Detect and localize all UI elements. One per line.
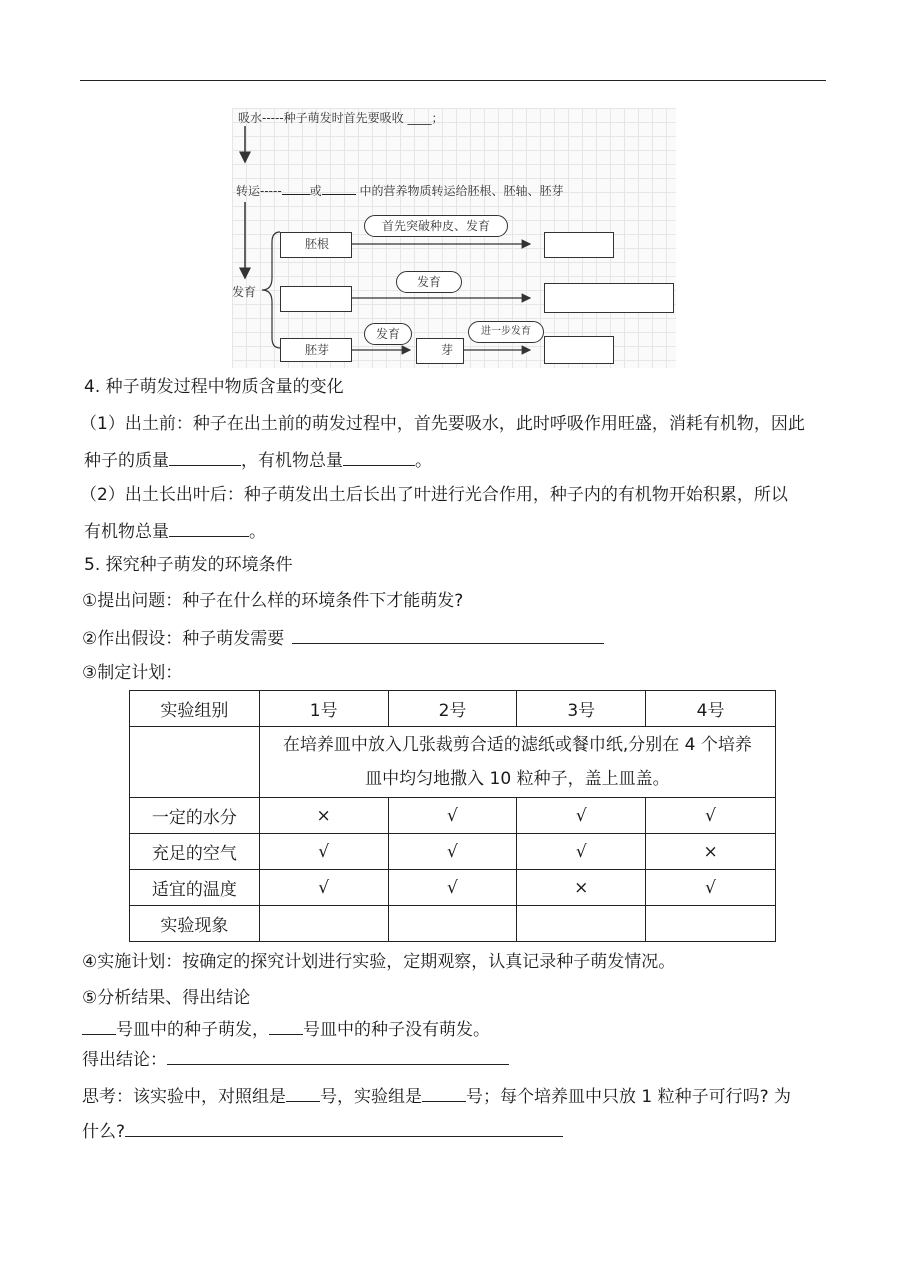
not-germinated-blank [269,1016,303,1035]
hypothesis-label: ②作出假设：种子萌发需要 [82,629,285,649]
table-cell: √ [646,798,776,834]
think-b: 号，实验组是 [320,1087,422,1107]
p1-organic-label: ，有机物总量 [241,451,343,471]
think-c: 号；每个培养皿中只放 1 粒种子可行吗? 为 [466,1087,792,1107]
experimental-blank [422,1083,466,1102]
table-cell: √ [517,798,646,834]
p2-organic-label: 有机物总量 [84,522,169,542]
header-cell: 1号 [259,691,388,727]
table-cell [259,906,388,942]
organic-blank-2 [169,518,249,537]
hypothesis-blank [292,625,604,644]
table-cell: × [517,870,646,906]
result-line [82,1016,490,1042]
middle-result-box [544,283,674,313]
result-b: 号皿中的种子没有萌发。 [303,1020,490,1040]
result-a: 号皿中的种子萌发， [116,1020,269,1040]
table-row [130,870,776,906]
step-hypothesis [82,625,604,651]
germinated-blank [82,1016,116,1035]
conclusion-line [82,1046,509,1072]
section4-p1-line1: （1）出土前：种子在出土前的萌发过程中，首先要吸水，此时呼吸作用旺盛，消耗有机物，因此 [80,414,805,434]
table-row [130,798,776,834]
row-label: 一定的水分 [130,798,260,834]
conclusion-label: 得出结论： [82,1050,167,1070]
table-cell: √ [388,798,517,834]
bud-result-box [544,336,614,364]
table-cell [646,906,776,942]
transfer-line [236,182,564,199]
further-pill: 进一步发育 [468,321,544,343]
develop-label: 发育 [232,285,257,299]
transfer-prefix: 转运----- [236,184,282,198]
section4-p2-line1: （2）出土长出叶后：种子萌发出土后长出了叶进行光合作用，种子内的有机物开始积累，所以 [80,485,788,505]
step-analyze: ⑤分析结果、得出结论 [82,988,251,1008]
table-cell: √ [259,870,388,906]
think-why: 什么? [82,1122,126,1142]
step-plan: ③制定计划： [82,663,183,683]
p1-mass-label: 种子的质量 [84,451,169,471]
middle-pill: 发育 [396,271,462,293]
row-label: 充足的空气 [130,834,260,870]
table-cell [517,906,646,942]
think-line-1 [82,1083,791,1109]
table-cell: √ [388,834,517,870]
radicle-box: 胚根 [280,232,352,258]
mass-blank [169,447,241,466]
desc-line-2: 皿中均匀地撒入 10 粒种子，盖上皿盖。 [365,769,670,789]
transfer-suffix: 中的营养物质转运给胚根、胚轴、胚芽 [355,184,564,198]
bud-box: 芽 [416,338,464,364]
p2-period: 。 [249,522,266,542]
middle-part-box [280,286,352,312]
transfer-blank-1 [282,182,310,195]
conclusion-blank [167,1046,509,1065]
table-header-row [130,691,776,727]
radicle-result-box [544,232,614,258]
header-cell: 3号 [517,691,646,727]
row-label: 实验现象 [130,906,260,942]
header-rule [80,80,826,81]
table-cell: × [646,834,776,870]
table-row [130,906,776,942]
plumule-pill: 发育 [364,323,412,345]
desc-label-cell [130,727,260,798]
header-cell: 实验组别 [130,691,260,727]
step-implement: ④实施计划：按确定的探究计划进行实验，定期观察，认真记录种子萌发情况。 [82,952,676,972]
plumule-box: 胚芽 [280,338,352,362]
absorb-line: 吸水-----种子萌发时首先要吸收 ____； [238,111,444,125]
section4-p1-line2 [84,447,432,473]
p1-period: 。 [415,451,432,471]
header-cell: 4号 [646,691,776,727]
section4-p2-line2 [84,518,266,544]
table-cell: √ [517,834,646,870]
header-cell: 2号 [388,691,517,727]
why-blank [125,1118,563,1137]
table-cell: √ [388,870,517,906]
germination-diagram [232,108,676,368]
think-line-2 [82,1118,563,1144]
experiment-table [129,690,776,942]
section4-title: 4. 种子萌发过程中物质含量的变化 [84,377,344,397]
table-cell: × [259,798,388,834]
transfer-or: 或 [309,184,322,198]
radicle-pill: 首先突破种皮、发育 [364,215,508,237]
transfer-blank-2 [322,182,356,195]
desc-line-1: 在培养皿中放入几张裁剪合适的滤纸或餐巾纸,分别在 4 个培养 [282,735,752,755]
desc-cell [259,727,775,798]
table-row [130,834,776,870]
row-label: 适宜的温度 [130,870,260,906]
table-cell: √ [646,870,776,906]
table-cell [388,906,517,942]
organic-blank-1 [343,447,415,466]
table-row [130,727,776,798]
section5-title: 5. 探究种子萌发的环境条件 [84,555,293,575]
table-cell: √ [259,834,388,870]
think-a: 思考：该实验中，对照组是 [82,1087,286,1107]
control-blank [286,1083,320,1102]
step-question: ①提出问题：种子在什么样的环境条件下才能萌发? [82,591,464,611]
